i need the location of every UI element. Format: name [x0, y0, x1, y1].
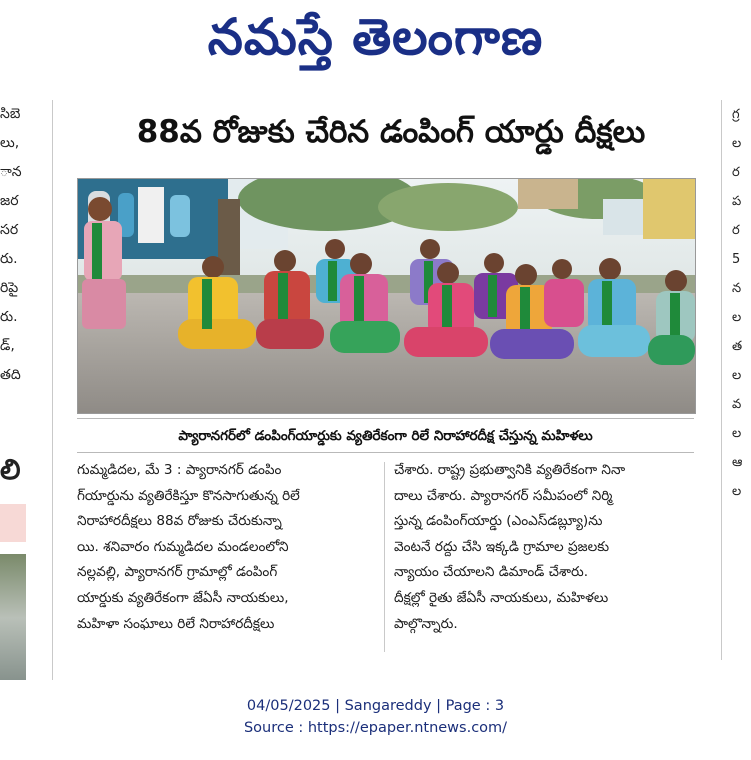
- article-line: చేశారు. రాష్ట్ర ప్రభుత్వానికి వ్యతిరేకంగా నినా: [394, 462, 626, 478]
- newspaper-masthead: [0, 0, 751, 78]
- article-photo: [77, 178, 696, 414]
- left-column-fragment: ాన: [0, 164, 22, 180]
- right-column-fragment: ల: [732, 484, 742, 499]
- left-column-fragment: తది: [0, 367, 21, 383]
- edition-info: 04/05/2025 | Sangareddy | Page : 3: [246, 698, 505, 714]
- article-column-2: [394, 458, 697, 637]
- left-column-fragment: రిపై: [0, 280, 19, 296]
- right-adjacent-column: [732, 100, 751, 660]
- article-line: నిరాహారదీక్షలు 88వ రోజుకు చేరుకున్నా: [77, 513, 282, 530]
- right-column-fragment: ల: [732, 136, 742, 151]
- left-column-fragment: రు.: [0, 309, 18, 325]
- right-column-fragment: త: [732, 339, 743, 354]
- column-divider-middle: [384, 462, 385, 652]
- column-divider-right: [721, 100, 722, 660]
- caption-rule-top: [77, 418, 694, 419]
- article-line: దాలు చేశారు. ప్యారానగర్ సమీపంలో నిర్మి: [394, 487, 613, 504]
- left-column-fragment: లు,: [0, 135, 20, 151]
- source-link[interactable]: Source : https://epaper.ntnews.com/: [243, 720, 508, 736]
- right-column-fragment: ల: [732, 368, 742, 383]
- left-column-fragment: జర: [0, 193, 19, 209]
- article-line: యి. శనివారం గుమ్మడిదల మండలంలోని: [77, 538, 289, 555]
- right-column-fragment: 5: [732, 252, 741, 267]
- article-headline: 88వ రోజుకు చేరిన డంపింగ్ యార్డు దీక్షలు: [136, 114, 646, 150]
- article-line: మహిళా సంఘాలు రిలే నిరాహారదీక్షలు: [77, 615, 275, 632]
- left-column-fragment: రు.: [0, 251, 18, 267]
- left-adjacent-column: [0, 100, 26, 680]
- article-line: పాల్గొన్నారు.: [394, 615, 458, 632]
- page-footer: [0, 695, 751, 739]
- left-column-fragment: డ్,: [0, 338, 15, 354]
- protest-photo-illustration: [78, 179, 695, 413]
- article-line: గుమ్మడిదల, మే 3 : ప్యారానగర్ డంపిం: [77, 462, 282, 478]
- right-column-fragment: వ: [732, 397, 742, 412]
- left-column-highlight-box: [0, 504, 26, 542]
- photo-caption: ప్యారానగర్‌లో డంపింగ్‌యార్డుకు వ్యతిరేకంగా రిలే నిరాహారదీక్ష చేస్తున్న మహిళలు: [178, 428, 593, 444]
- right-column-fragment: ప: [732, 194, 742, 209]
- article-line: దీక్షల్లో రైతు జేఏసీ నాయకులు, మహిళలు: [394, 589, 609, 606]
- left-column-photo: [0, 554, 26, 680]
- article-line: స్తున్న డంపింగ్‌యార్డు (ఎంఎస్‌డబ్ల్యూ)ను: [394, 513, 603, 530]
- article-line: వెంటనే రద్దు చేసి ఇక్కడి గ్రామాల ప్రజలకు: [394, 538, 610, 555]
- right-column-fragment: ఆ: [732, 455, 743, 470]
- article-line: యార్డుకు వ్యతిరేకంగా జేఏసీ నాయకులు,: [77, 589, 289, 606]
- left-column-fragment: సర: [0, 222, 19, 238]
- article-column-1: [77, 458, 380, 637]
- article-line: న్యాయం చేయాలని డిమాండ్ చేశారు.: [394, 564, 589, 581]
- article-line: గ్‌యార్డును వ్యతిరేకిస్తూ కొనసాగుతున్న రిలే: [77, 487, 300, 504]
- right-column-fragment: ల: [732, 310, 742, 325]
- left-column-heading-fragment: లి: [0, 453, 21, 486]
- right-column-fragment: ర: [732, 223, 740, 238]
- left-column-fragment: సిబె: [0, 106, 21, 122]
- right-column-fragment: ర: [732, 165, 740, 180]
- right-column-fragment: ల: [732, 426, 742, 441]
- right-column-fragment: న: [732, 281, 742, 296]
- column-divider-left: [52, 100, 53, 680]
- caption-rule-bottom: [77, 452, 694, 453]
- right-column-fragment: గ్ర: [732, 107, 740, 122]
- masthead-title: నమస్తే తెలంగాణ: [207, 7, 544, 66]
- article-line: నల్లవల్లి, ప్యారానగర్ గ్రామాల్లో డంపింగ్: [77, 564, 278, 581]
